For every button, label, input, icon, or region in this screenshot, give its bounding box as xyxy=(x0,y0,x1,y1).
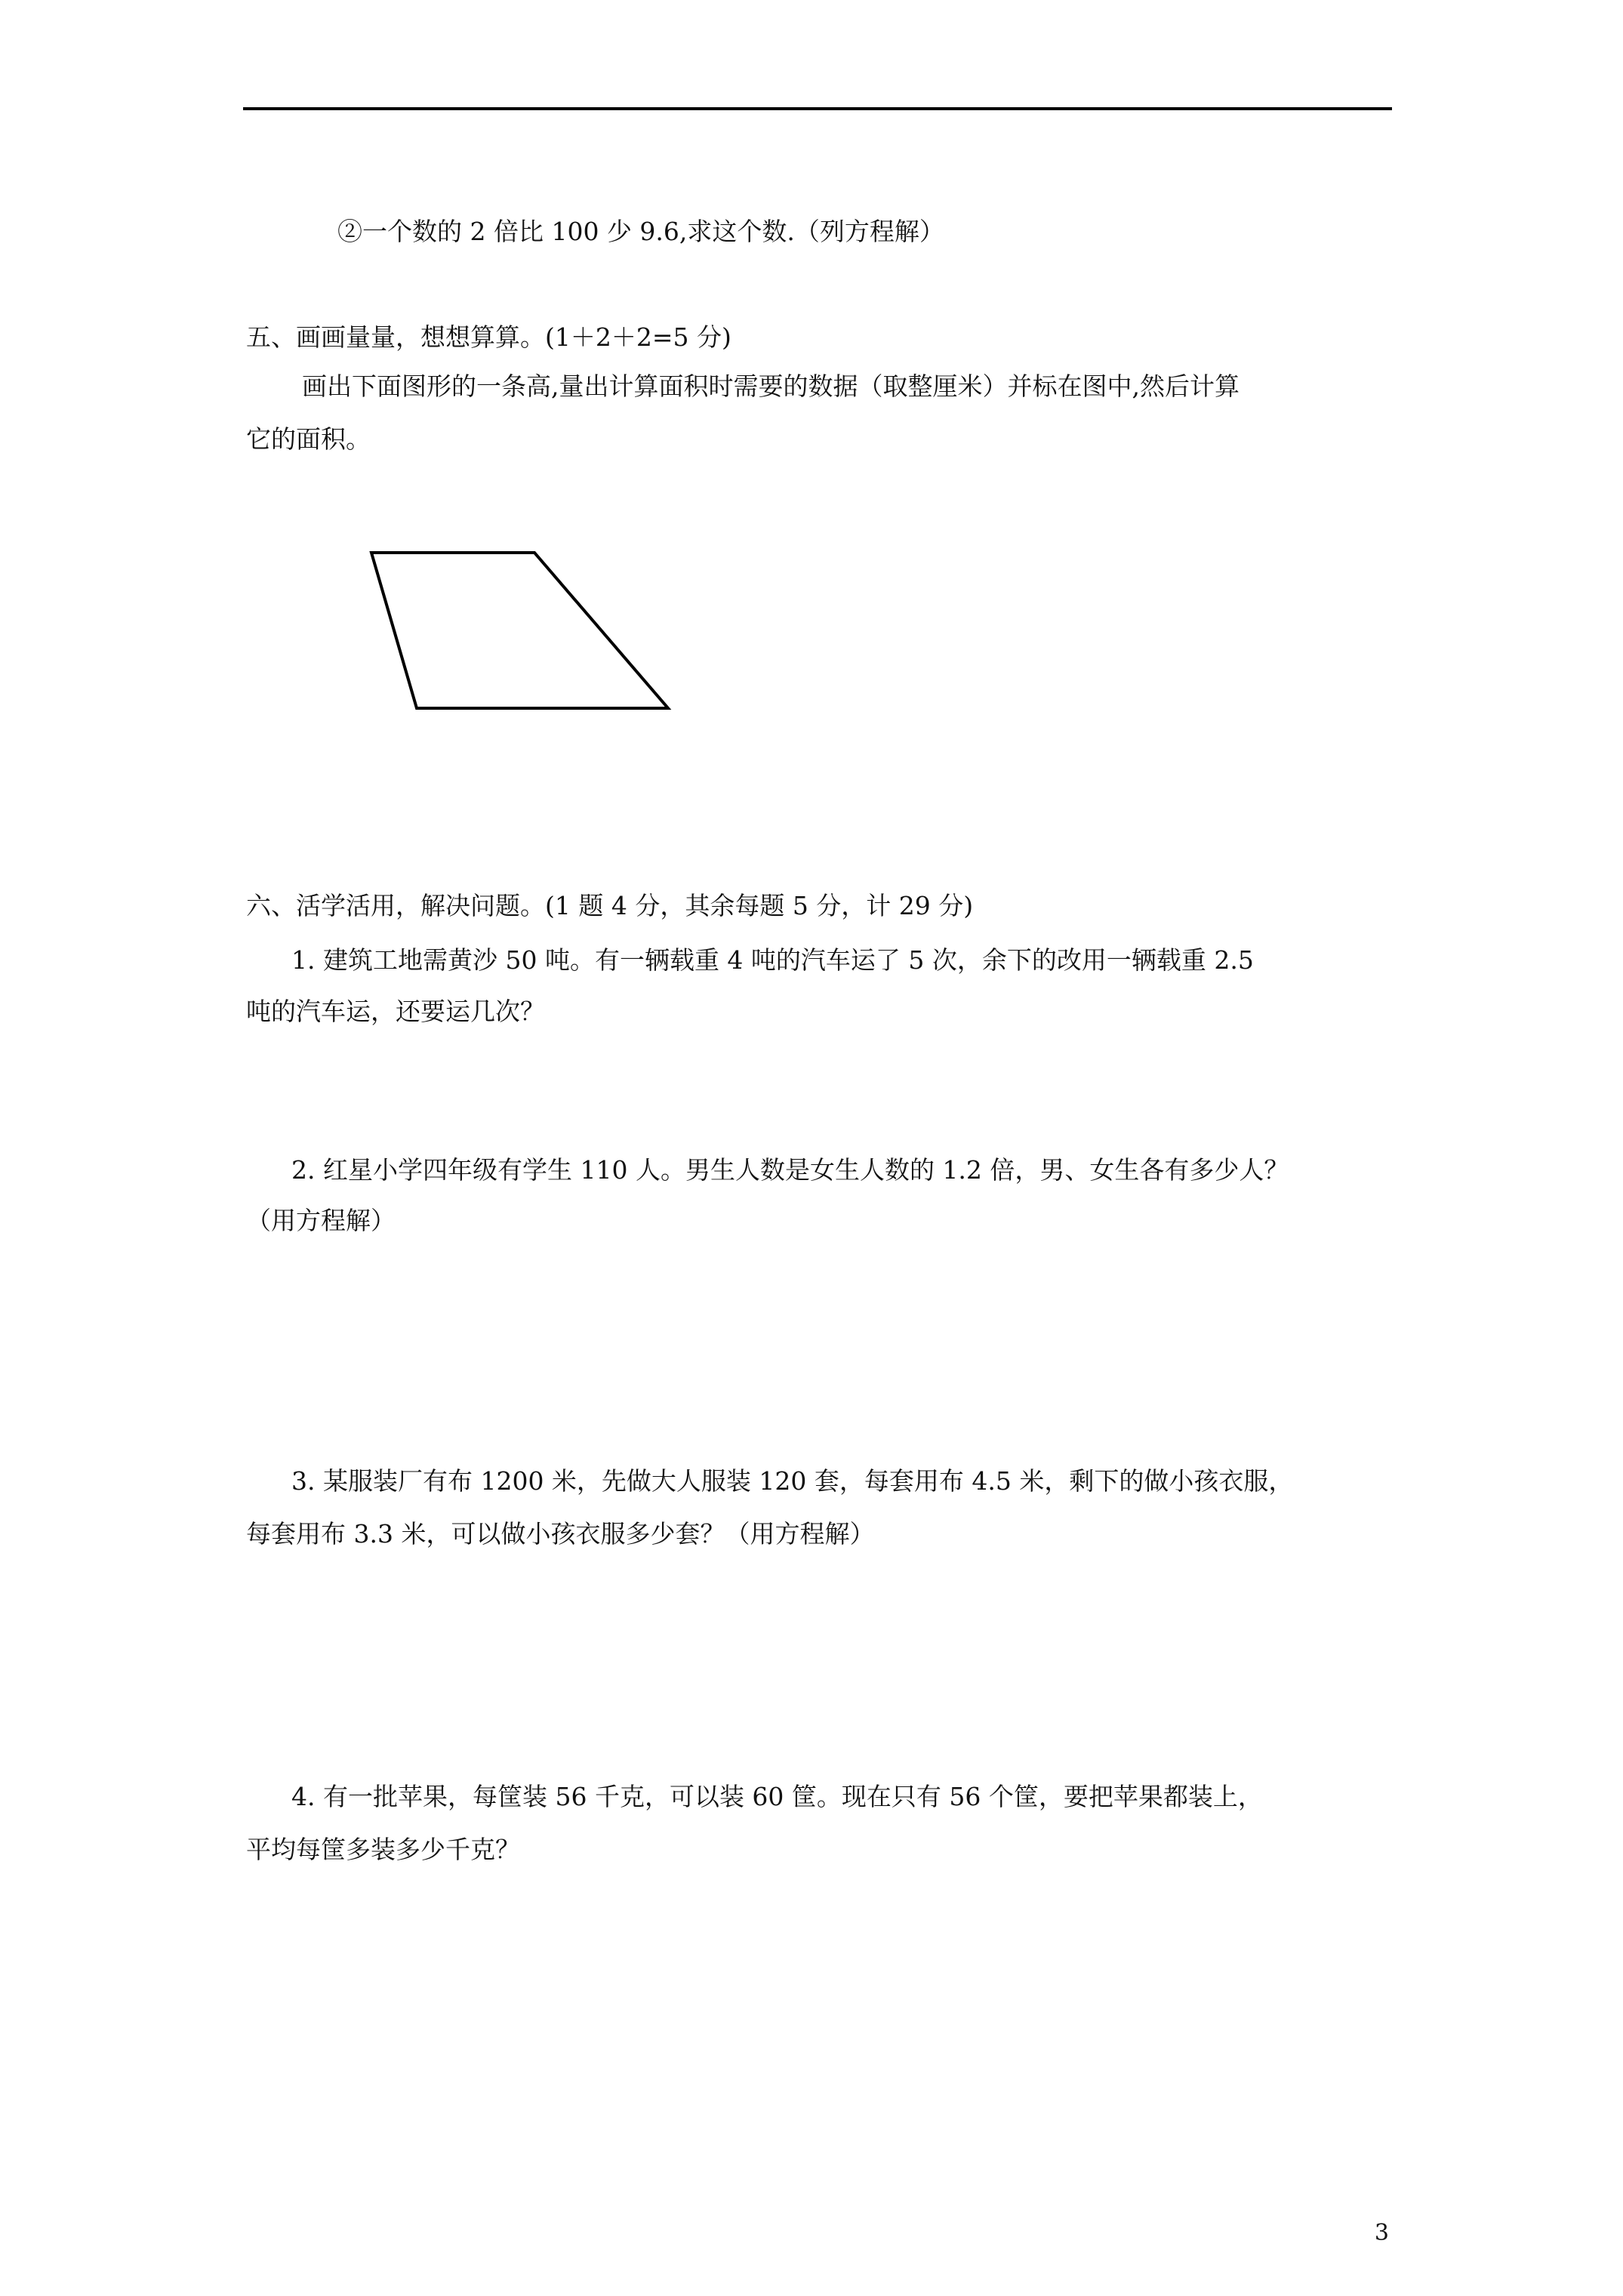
problem-2-line1: 2. 红星小学四年级有学生 110 人。男生人数是女生人数的 1.2 倍，男、女生各有多少人？ xyxy=(291,1155,1289,1185)
problem-2-line2: （用方程解） xyxy=(246,1206,396,1235)
page-number: 3 xyxy=(1374,2220,1389,2246)
problem-4-line1: 4. 有一批苹果，每筐装 56 千克，可以装 60 筐。现在只有 56 个筐，要把苹果都装上， xyxy=(291,1782,1263,1811)
problem-3-line1: 3. 某服装厂有布 1200 米，先做大人服装 120 套，每套用布 4.5 米，剩下的做小孩衣服， xyxy=(291,1466,1294,1496)
problem-3-line2: 每套用布 3.3 米，可以做小孩衣服多少套？（用方程解） xyxy=(246,1519,875,1549)
section-five-instruction-line2: 它的面积。 xyxy=(246,424,371,454)
section-five-heading: 五、画画量量，想想算算。(1＋2＋2=5 分) xyxy=(246,322,731,352)
problem-1-line1: 1. 建筑工地需黄沙 50 吨。有一辆载重 4 吨的汽车运了 5 次，余下的改用一辆载重 2.5 xyxy=(291,945,1254,975)
section-five-instruction-line1: 画出下面图形的一条高,量出计算面积时需要的数据（取整厘米）并标在图中,然后计算 xyxy=(302,371,1240,401)
trapezoid-shape xyxy=(371,553,668,708)
item-two-text: ②一个数的 2 倍比 100 少 9.6,求这个数.（列方程解） xyxy=(337,217,944,246)
section-six-heading: 六、活学活用，解决问题。(1 题 4 分，其余每题 5 分，计 29 分) xyxy=(246,891,974,920)
problem-4-line2: 平均每筐多装多少千克？ xyxy=(246,1835,520,1864)
trapezoid-figure xyxy=(362,544,679,717)
header-rule xyxy=(243,107,1392,110)
problem-1-line2: 吨的汽车运，还要运几次？ xyxy=(246,997,545,1026)
